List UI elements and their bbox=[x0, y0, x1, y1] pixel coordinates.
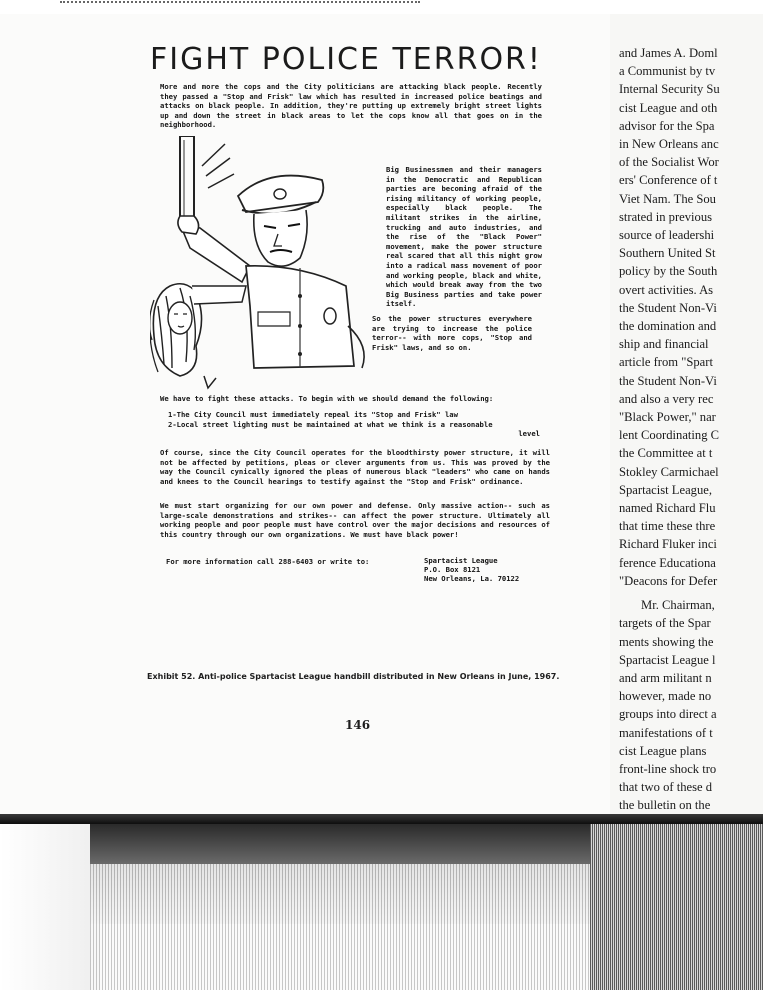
right-line: front-line shock tro bbox=[619, 761, 717, 776]
handbill-power-paragraph: So the power structures everywhere are trying to increase the police terror-- with more cops, "Stop and Frisk" laws, and so on. bbox=[372, 314, 532, 352]
right-line: ments showing the bbox=[619, 634, 714, 649]
handbill-contact-address bbox=[424, 556, 519, 583]
handbill-council-paragraph: Of course, since the City Council operates for the bloodthirsty power structure, it will not be affected by petitions, pleas or clever arguments from us. This was proved by the way the Council cynically ignored the pleas of numerous black "leaders" who came on hands and knees to the Council hearings to testify against the "Stop and Frisk" ordinance. bbox=[160, 448, 550, 486]
right-line: "Black Power," nar bbox=[619, 410, 716, 425]
right-line: lent Coordinating C bbox=[619, 428, 720, 443]
right-line: and James A. Doml bbox=[619, 46, 718, 60]
scan-halftone bbox=[90, 864, 610, 990]
scan-margin-left bbox=[0, 824, 100, 990]
right-line: advisor for the Spa bbox=[619, 118, 715, 133]
scan-bottom-edge bbox=[0, 814, 763, 990]
right-line: groups into direct a bbox=[619, 707, 717, 722]
handbill-title: FIGHT POLICE TERROR! bbox=[150, 42, 542, 77]
right-line: Stokley Carmichael bbox=[619, 464, 719, 479]
right-line: Southern United St bbox=[619, 246, 716, 261]
org-name: Spartacist League bbox=[424, 556, 498, 565]
page-edge-shadow bbox=[0, 814, 763, 824]
handbill-organize-paragraph: We must start organizing for our own power and defense. Only massive action-- such as large-scale demonstrations and strikes-- can affect the power structure. Ultimately all working people and poor people must have control over the major decisions and resources of this country through our own organizations. We must have black power! bbox=[160, 501, 550, 539]
right-column-text bbox=[619, 44, 763, 833]
right-line: source of leadershi bbox=[619, 228, 715, 243]
city-line: New Orleans, La. 70122 bbox=[424, 574, 520, 583]
exhibit-caption: Exhibit 52. Anti-police Spartacist League handbill distributed in New Orleans in June, 1967. bbox=[147, 672, 560, 681]
right-line: cist League and oth bbox=[619, 100, 718, 115]
right-line: the Committee at t bbox=[619, 446, 713, 461]
top-dotted-rule bbox=[60, 1, 420, 5]
demand-1: 1-The City Council must immediately repeal its "Stop and Frisk" law bbox=[168, 410, 458, 419]
right-line: however, made no bbox=[619, 689, 712, 704]
right-line: a Communist by tv bbox=[619, 64, 716, 79]
handbill-intro: More and more the cops and the City politicians are attacking black people. Recently they passed a "Stop and Frisk" law which has resulted in increased police beatings and attacks on black people. In addition, they're putting up extremely bright street lights up and down the street in black areas to let the cops know all that goes on in the neighborhood. bbox=[160, 82, 542, 130]
right-line: the bulletin on the bbox=[619, 798, 711, 813]
demand-2-end: level bbox=[518, 429, 540, 439]
right-line: and also a very rec bbox=[619, 391, 714, 406]
right-line: the domination and bbox=[619, 319, 717, 334]
right-line: ference Educationa bbox=[619, 555, 716, 570]
right-line: of the Socialist Wor bbox=[619, 155, 719, 170]
right-line: manifestations of t bbox=[619, 725, 713, 740]
police-illustration bbox=[150, 136, 380, 398]
right-line: and arm militant n bbox=[619, 670, 712, 685]
handbill-contact-prefix: For more information call 288-6403 or write to: bbox=[166, 557, 370, 566]
handbill-business-paragraph: Big Businessmen and their managers in the Democratic and Republican parties are becoming afraid of the rising militancy of working people, especially black people. The militant strikes in the airline, trucking and auto industries, and the rise of the "Black Power" movement, make the power structure real scared that all this might grow into a radical mass movement of poor and working people, black and white, which would break away from the two Big Business parties and take power itself. bbox=[386, 165, 542, 309]
right-line: Mr. Chairman, bbox=[641, 598, 715, 613]
right-line: cist League plans bbox=[619, 743, 707, 758]
right-line: Richard Fluker inci bbox=[619, 537, 717, 552]
right-line: targets of the Spar bbox=[619, 616, 711, 631]
right-line: ship and financial bbox=[619, 337, 709, 352]
right-line: named Richard Flu bbox=[619, 501, 716, 516]
right-line: overt activities. As bbox=[619, 282, 714, 297]
right-line: Internal Security Su bbox=[619, 82, 720, 97]
right-line: Viet Nam. The Sou bbox=[619, 191, 716, 206]
right-line: "Deacons for Defer bbox=[619, 573, 718, 588]
right-line: in New Orleans anc bbox=[619, 137, 719, 152]
right-line: policy by the South bbox=[619, 264, 718, 279]
right-line: strated in previous bbox=[619, 209, 713, 224]
right-line: Spartacist League, bbox=[619, 482, 713, 497]
scan-halftone-right bbox=[590, 824, 763, 990]
handbill-demands-intro: We have to fight these attacks. To begin with we should demand the following: bbox=[160, 394, 494, 403]
right-line: article from "Spart bbox=[619, 355, 713, 370]
right-line: the Student Non-Vi bbox=[619, 373, 717, 388]
demand-2: 2-Local street lighting must be maintained at what we think is a reasonable bbox=[168, 419, 493, 429]
right-line: the Student Non-Vi bbox=[619, 300, 717, 315]
po-box: P.O. Box 8121 bbox=[424, 565, 481, 574]
right-line: Spartacist League l bbox=[619, 652, 716, 667]
page-number: 146 bbox=[345, 718, 371, 732]
right-line: that time these thre bbox=[619, 519, 716, 534]
right-line: ers' Conference of t bbox=[619, 173, 718, 188]
right-line: that two of these d bbox=[619, 780, 713, 795]
handbill-demands-list bbox=[168, 410, 540, 439]
